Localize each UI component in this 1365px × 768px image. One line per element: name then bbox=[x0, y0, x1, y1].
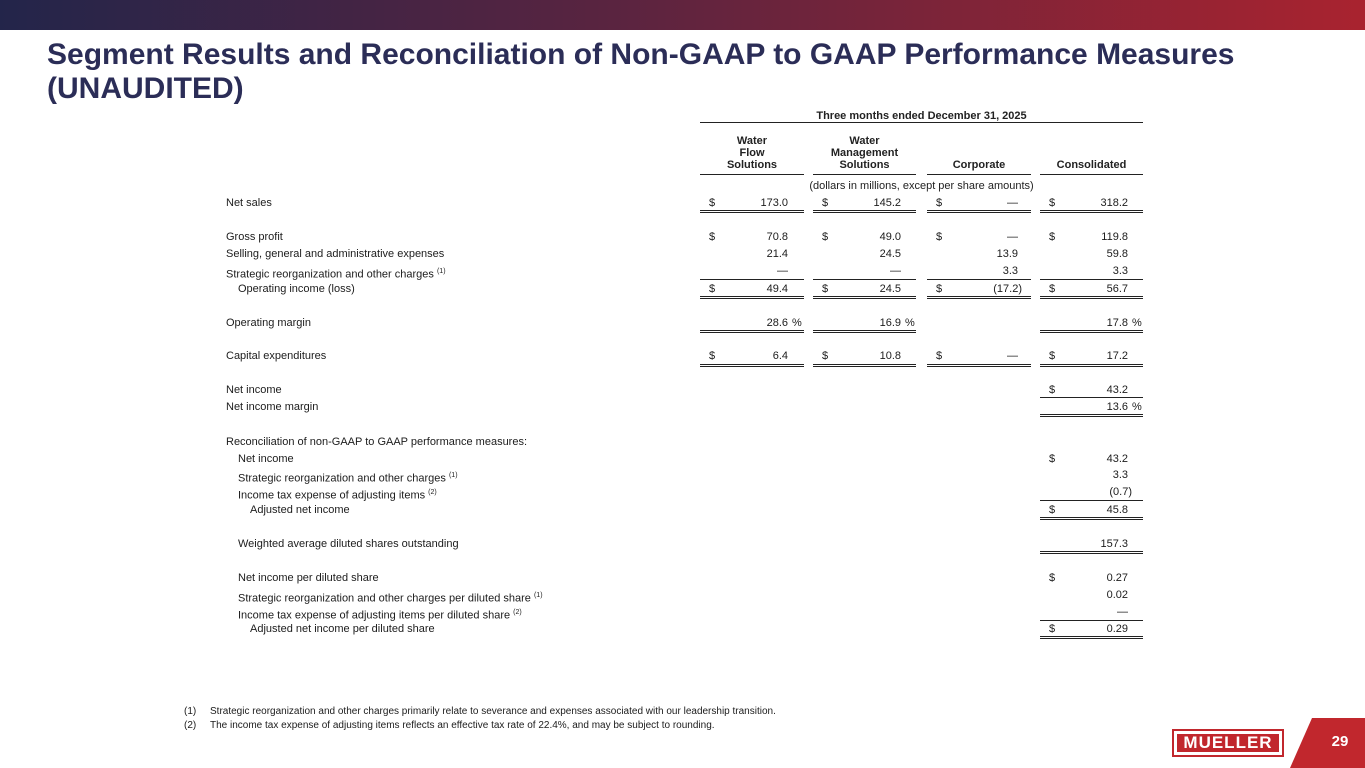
double-rule bbox=[1040, 517, 1143, 520]
row-label-text: Income tax expense of adjusting items bbox=[238, 489, 426, 502]
dollar-sign: $ bbox=[709, 231, 716, 243]
row-label-text: Strategic reorganization and other charges bbox=[226, 268, 434, 281]
percent-sign: % bbox=[792, 317, 802, 329]
cell-value: 10.8 bbox=[879, 350, 901, 362]
cell-value: — bbox=[1007, 350, 1018, 362]
dollar-sign: $ bbox=[1049, 623, 1056, 635]
percent-sign: % bbox=[1132, 317, 1142, 329]
cell-value: (0.7) bbox=[1109, 486, 1132, 498]
percent-sign: % bbox=[1132, 401, 1142, 413]
col-header-line: Management bbox=[830, 147, 899, 159]
title-line-2: (UNAUDITED) bbox=[47, 72, 244, 105]
footnote-number: (1) bbox=[184, 706, 197, 717]
cell-value: 17.8 bbox=[1106, 317, 1128, 329]
cell-value: — bbox=[777, 265, 788, 277]
row-label: Selling, general and administrative expenses bbox=[226, 248, 445, 260]
dollar-sign: $ bbox=[822, 197, 829, 209]
footnote-ref: (1) bbox=[448, 472, 458, 479]
section-heading: Reconciliation of non-GAAP to GAAP performance measures: bbox=[226, 436, 528, 448]
row-label: Net income bbox=[238, 453, 294, 465]
cell-value: 173.0 bbox=[760, 197, 788, 209]
sum-rule bbox=[700, 279, 804, 280]
cell-value: 24.5 bbox=[879, 248, 901, 260]
cell-value: — bbox=[890, 265, 901, 277]
cell-value: 0.27 bbox=[1106, 572, 1128, 584]
row-label: Adjusted net income bbox=[250, 504, 350, 516]
dollar-sign: $ bbox=[1049, 350, 1056, 362]
cell-value: 43.2 bbox=[1106, 453, 1128, 465]
double-rule bbox=[927, 364, 1031, 367]
cell-value: 145.2 bbox=[873, 197, 901, 209]
footnote-number: (2) bbox=[184, 720, 197, 731]
col-rule bbox=[813, 174, 916, 175]
row-label: Adjusted net income per diluted share bbox=[250, 623, 435, 635]
dollar-sign: $ bbox=[1049, 572, 1056, 584]
dollar-sign: $ bbox=[1049, 197, 1056, 209]
col-header-line: Solutions bbox=[839, 159, 890, 171]
cell-value: 49.0 bbox=[879, 231, 901, 243]
row-label: Net sales bbox=[226, 197, 272, 209]
col-header-line: Water bbox=[736, 135, 768, 147]
col-header-corporate: Corporate bbox=[952, 159, 1006, 171]
dollar-sign: $ bbox=[709, 350, 716, 362]
units-note: (dollars in millions, except per share amounts) bbox=[809, 180, 1034, 192]
cell-value: 318.2 bbox=[1100, 197, 1128, 209]
dollar-sign: $ bbox=[936, 197, 943, 209]
cell-value: — bbox=[1007, 197, 1018, 209]
dollar-sign: $ bbox=[1049, 283, 1056, 295]
dollar-sign: $ bbox=[822, 231, 829, 243]
row-label-text: Strategic reorganization and other charges bbox=[238, 472, 446, 485]
cell-value: 24.5 bbox=[879, 283, 901, 295]
row-label: Operating margin bbox=[226, 317, 311, 329]
page-title bbox=[47, 38, 1234, 106]
page-number: 29 bbox=[1331, 733, 1349, 750]
dollar-sign: $ bbox=[1049, 504, 1056, 516]
dollar-sign: $ bbox=[709, 197, 716, 209]
sum-rule bbox=[813, 279, 916, 280]
row-label-text: Strategic reorganization and other charges per diluted share bbox=[238, 592, 531, 605]
col-header-line: Solutions bbox=[726, 159, 778, 171]
footnote-text: Strategic reorganization and other charges primarily relate to severance and expenses associated with our leadership transition. bbox=[210, 706, 776, 717]
dollar-sign: $ bbox=[822, 350, 829, 362]
cell-value: 13.6 bbox=[1106, 401, 1128, 413]
double-rule bbox=[927, 296, 1031, 299]
cell-value: 17.2 bbox=[1106, 350, 1128, 362]
period-header: Three months ended December 31, 2025 bbox=[816, 110, 1027, 122]
cell-value: 21.4 bbox=[766, 248, 788, 260]
double-rule bbox=[700, 296, 804, 299]
sum-rule bbox=[1040, 500, 1143, 501]
cell-value: 0.02 bbox=[1106, 589, 1128, 601]
footnote-ref: (1) bbox=[533, 592, 543, 599]
col-rule bbox=[1040, 174, 1143, 175]
col-header-wfs bbox=[700, 135, 804, 171]
col-rule bbox=[700, 174, 804, 175]
row-label: Weighted average diluted shares outstanding bbox=[238, 538, 459, 550]
top-gradient-bar bbox=[0, 0, 1365, 30]
cell-value: 70.8 bbox=[766, 231, 788, 243]
dollar-sign: $ bbox=[709, 283, 716, 295]
cell-value: 0.29 bbox=[1106, 623, 1128, 635]
double-rule bbox=[1040, 296, 1143, 299]
cell-value: 6.4 bbox=[772, 350, 788, 362]
double-rule bbox=[927, 210, 1031, 213]
percent-sign: % bbox=[905, 317, 915, 329]
cell-value: 16.9 bbox=[879, 317, 901, 329]
double-rule bbox=[813, 364, 916, 367]
double-rule bbox=[700, 364, 804, 367]
row-label: Capital expenditures bbox=[226, 350, 327, 362]
dollar-sign: $ bbox=[936, 350, 943, 362]
dollar-sign: $ bbox=[936, 231, 943, 243]
double-rule bbox=[1040, 636, 1143, 639]
dollar-sign: $ bbox=[1049, 384, 1056, 396]
double-rule bbox=[813, 296, 916, 299]
dollar-sign: $ bbox=[936, 283, 943, 295]
footnote-text: The income tax expense of adjusting items reflects an effective tax rate of 22.4%, and may be subject to rounding. bbox=[210, 720, 715, 731]
cell-value: 59.8 bbox=[1106, 248, 1128, 260]
row-label bbox=[238, 486, 437, 503]
sum-rule bbox=[1040, 279, 1143, 280]
cell-value: 56.7 bbox=[1106, 283, 1128, 295]
row-label: Net income margin bbox=[226, 401, 319, 413]
cell-value: 49.4 bbox=[766, 283, 788, 295]
header-rule bbox=[700, 122, 1143, 123]
sum-rule bbox=[927, 279, 1031, 280]
cell-value: 3.3 bbox=[1002, 265, 1018, 277]
cell-value: 45.8 bbox=[1106, 504, 1128, 516]
sum-rule bbox=[1040, 397, 1143, 398]
double-rule bbox=[700, 330, 804, 333]
col-header-consolidated: Consolidated bbox=[1056, 159, 1127, 171]
cell-value: — bbox=[1117, 606, 1128, 618]
double-rule bbox=[1040, 551, 1143, 554]
title-line-1: Segment Results and Reconciliation of Non-GAAP to GAAP Performance Measures bbox=[47, 38, 1235, 71]
dollar-sign: $ bbox=[1049, 231, 1056, 243]
mueller-logo bbox=[1172, 729, 1284, 757]
row-label bbox=[238, 589, 543, 606]
cell-value: (17.2) bbox=[993, 283, 1022, 295]
sum-rule bbox=[1040, 620, 1143, 621]
row-label: Net income per diluted share bbox=[238, 572, 379, 584]
row-label: Gross profit bbox=[226, 231, 283, 243]
footnote-ref: (2) bbox=[428, 489, 437, 496]
cell-value: — bbox=[1007, 231, 1018, 243]
footnote-ref: (1) bbox=[436, 268, 446, 275]
col-rule bbox=[927, 174, 1031, 175]
row-label: Net income bbox=[226, 384, 282, 396]
row-label-text: Income tax expense of adjusting items per diluted share bbox=[238, 609, 511, 622]
row-label bbox=[226, 265, 446, 282]
cell-value: 3.3 bbox=[1112, 469, 1128, 481]
double-rule bbox=[1040, 364, 1143, 367]
double-rule bbox=[1040, 210, 1143, 213]
double-rule bbox=[1040, 330, 1143, 333]
cell-value: 119.8 bbox=[1101, 231, 1128, 243]
double-rule bbox=[1040, 414, 1143, 417]
dollar-sign: $ bbox=[822, 283, 829, 295]
col-header-line: Water bbox=[849, 135, 880, 147]
row-label bbox=[238, 469, 458, 486]
cell-value: 13.9 bbox=[996, 248, 1018, 260]
cell-value: 3.3 bbox=[1112, 265, 1128, 277]
footnote-ref: (2) bbox=[513, 609, 522, 616]
dollar-sign: $ bbox=[1049, 453, 1056, 465]
col-header-wms bbox=[813, 135, 916, 171]
cell-value: 157.3 bbox=[1100, 538, 1128, 550]
row-label: Operating income (loss) bbox=[238, 283, 355, 295]
row-label bbox=[238, 606, 522, 623]
double-rule bbox=[700, 210, 804, 213]
double-rule bbox=[813, 210, 916, 213]
cell-value: 28.6 bbox=[766, 317, 788, 329]
logo-text: MUELLER bbox=[1177, 734, 1279, 752]
cell-value: 43.2 bbox=[1106, 384, 1128, 396]
col-header-line: Flow bbox=[739, 147, 765, 159]
double-rule bbox=[813, 330, 916, 333]
